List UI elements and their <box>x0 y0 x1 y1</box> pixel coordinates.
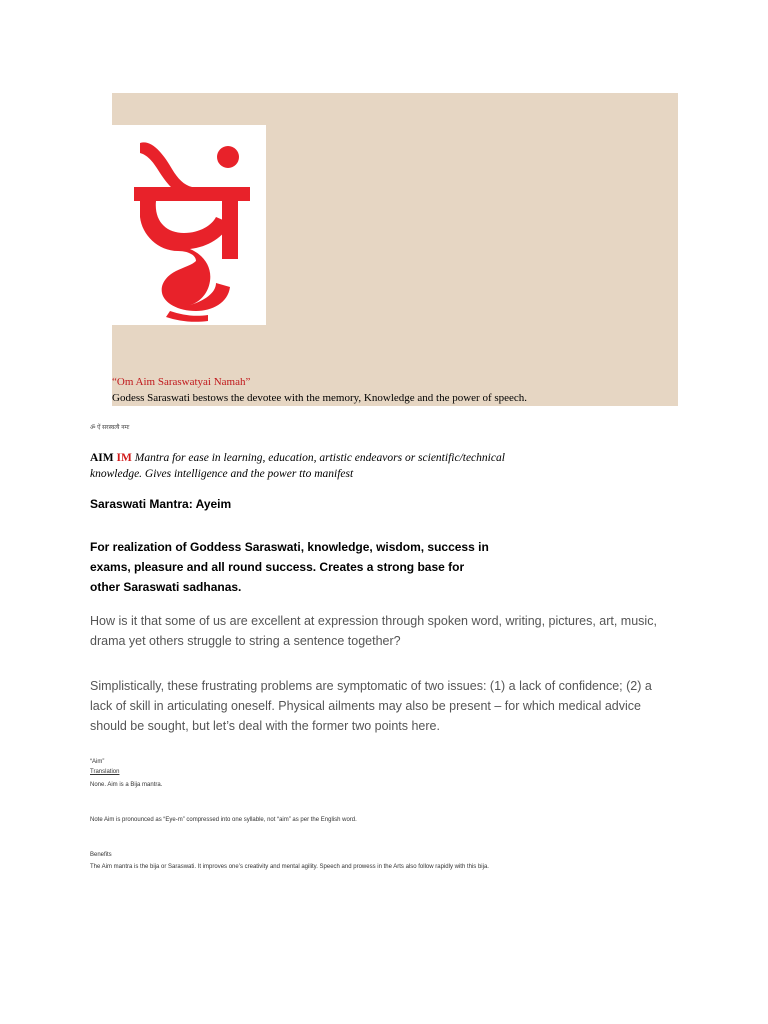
hindi-mantra-line: ॐ ऐं सरस्वत्यै नमः <box>90 425 130 431</box>
pronunciation-note: Note Aim is pronounced as “Eye-m” compressed into one syllable, not “aim” as per the English word. <box>90 817 357 823</box>
translation-text: None. Aim is a Bija mantra. <box>90 782 163 788</box>
aim-label: AIM <box>90 452 114 464</box>
banner-description: Godess Saraswati bestows the devotee with the memory, Knowledge and the power of speech. <box>112 392 528 404</box>
translation-heading: Translation <box>90 769 120 775</box>
aim-quote-label: “Aim” <box>90 759 105 765</box>
realization-text: For realization of Goddess Saraswati, knowledge, wisdom, success in exams, pleasure and all round success. Creates a strong base for other Saraswati sadhanas. <box>90 540 489 594</box>
aim-logo-image <box>112 125 266 325</box>
im-label: IM <box>116 452 132 464</box>
benefits-heading: Benefits <box>90 852 112 858</box>
aim-bija-glyph-icon <box>112 125 266 325</box>
mantra-heading: Saraswati Mantra: Ayeim <box>90 497 232 511</box>
paragraph-issues: Simplistically, these frustrating problems are symptomatic of two issues: (1) a lack of confidence; (2) a lack of skill in articulating oneself. Physical ailments may also be present – for which medical advice should be sought, but let’s deal with the former two points here. <box>90 679 652 733</box>
benefits-text: The Aim mantra is the bija or Saraswati. It improves one’s creativity and mental agility. Speech and prowess in the Arts also follow rapidly with this bija. <box>90 864 489 870</box>
aim-mantra-text: Mantra for ease in learning, education, artistic endeavors or scientific/technical knowledge. Gives intelligence and the power tto manifest <box>90 452 505 480</box>
mantra-quote: “Om Aim Saraswatyai Namah” <box>112 376 251 388</box>
paragraph-expression: How is it that some of us are excellent at expression through spoken word, writing, pictures, art, music, drama yet others struggle to string a sentence together? <box>90 614 657 648</box>
aim-mantra-intro <box>90 450 510 482</box>
